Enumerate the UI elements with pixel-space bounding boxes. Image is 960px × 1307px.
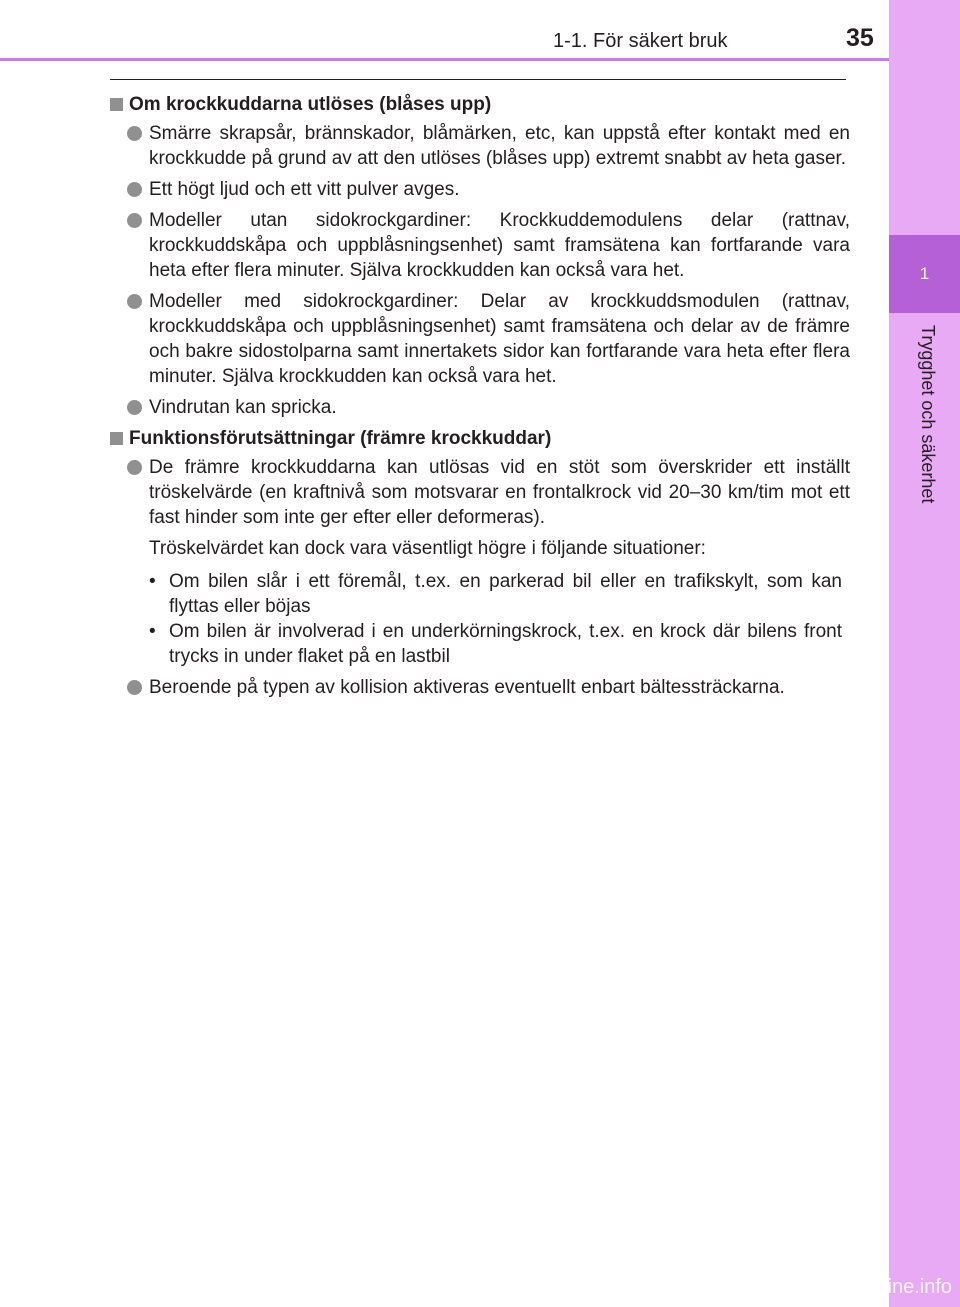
- list-item: [110, 177, 850, 202]
- circle-bullet-icon: [127, 460, 142, 475]
- sub-list-item-text: Om bilen slår i ett föremål, t.ex. en parkerad bil eller en trafikskylt, som kan flyttas eller böjas: [169, 571, 842, 617]
- dot-bullet-icon: •: [149, 621, 156, 642]
- list-item: [110, 121, 850, 171]
- list-item: [110, 395, 850, 420]
- page-number: 35: [846, 24, 874, 52]
- list-item: [110, 208, 850, 283]
- list-item-text: De främre krockkuddarna kan utlösas vid en stöt som överskrider ett inställt tröskelvärde (en kraftnivå som motsvarar en frontalkrock vid 20–30 km/tim mot ett fast hinder som inte ger efter eller deformeras).: [149, 457, 850, 528]
- list-item-text: Smärre skrapsår, brännskador, blåmärken, etc, kan uppstå efter kontakt med en krockkudde på grund av att den utlöses (blåses upp) extremt snabbt av heta gaser.: [149, 123, 850, 169]
- circle-bullet-icon: [127, 294, 142, 309]
- circle-bullet-icon: [127, 213, 142, 228]
- page-content: [110, 90, 850, 706]
- list-item-text: Beroende på typen av kollision aktiveras eventuellt enbart bältessträckarna.: [149, 677, 785, 698]
- dot-bullet-icon: •: [149, 571, 156, 592]
- sub-list-item: [149, 569, 850, 619]
- circle-bullet-icon: [127, 126, 142, 141]
- list-item-text: Modeller utan sidokrockgardiner: Krockkuddemodulens delar (rattnav, krockkuddskåpa och uppblåsningsenhet) samt framsätena kan fortfarande vara heta efter flera minuter. Själva krockkudden kan också vara het.: [149, 210, 850, 281]
- chapter-tab: 1: [889, 235, 960, 313]
- list-item-text: Vindrutan kan spricka.: [149, 397, 337, 418]
- sub-list-item-text: Om bilen är involverad i en underkörningskrock, t.ex. en krock där bilens front trycks in under flaket på en lastbil: [169, 621, 842, 667]
- watermark: carmanualsonline.info: [757, 1276, 952, 1298]
- section-heading: [110, 92, 850, 117]
- section-heading: [110, 426, 850, 451]
- circle-bullet-icon: [127, 680, 142, 695]
- section-heading-text: Om krockkuddarna utlöses (blåses upp): [129, 94, 492, 115]
- list-item: [110, 455, 850, 530]
- section-heading-text: Funktionsförutsättningar (främre krockkuddar): [129, 428, 552, 449]
- header-line: [0, 58, 889, 61]
- list-item-text: Ett högt ljud och ett vitt pulver avges.: [149, 179, 460, 200]
- chapter-label: Trygghet och säkerhet: [918, 325, 938, 504]
- list-item: [110, 675, 850, 700]
- square-bullet-icon: [110, 432, 123, 445]
- header-title: 1-1. För säkert bruk: [553, 30, 728, 52]
- list-item-text: Modeller med sidokrockgardiner: Delar av krockkuddsmodulen (rattnav, krockkuddskåpa och uppblåsningsenhet) samt framsätena och delar av de främre och bakre sidostolparna samt innertakets sidor kan fortfarande vara heta efter flera minuter. Själva krockkudden kan också vara het.: [149, 291, 850, 387]
- square-bullet-icon: [110, 98, 123, 111]
- circle-bullet-icon: [127, 400, 142, 415]
- circle-bullet-icon: [127, 182, 142, 197]
- side-bar: [889, 0, 960, 1307]
- sub-list-item: [149, 619, 850, 669]
- list-item: [110, 289, 850, 389]
- content-rule: [110, 79, 846, 80]
- paragraph: Tröskelvärdet kan dock vara väsentligt högre i följande situationer:: [149, 538, 706, 559]
